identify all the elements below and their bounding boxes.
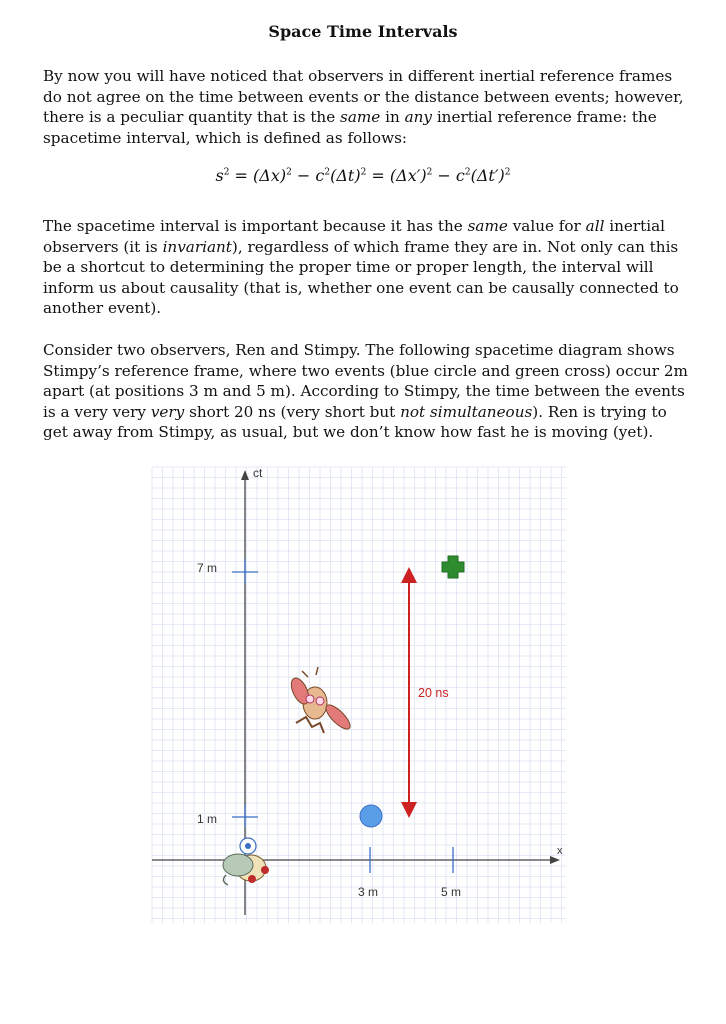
intro-paragraph: By now you will have noticed that observers in different inertial reference frames do not agree on the time between events or the distance between events; however, there is a peculiar quantity that is the same in any inertial reference frame: the spacetime interval, which is defined as follows: [43,67,684,147]
spacetime-diagram [0,455,726,935]
interval-label: 20 ns [418,686,449,700]
invariance-paragraph: The spacetime interval is important because it has the same value for all inertial observers (it is invariant), regardless of which frame they are in. Not only can this be a shortcut to determining the proper time or proper length, the interval will inform us about causality (that is, whether one event can be causally connected to another event). [43,217,679,317]
scenario-paragraph: Consider two observers, Ren and Stimpy. The following spacetime diagram shows Stimpy’s reference frame, where two events (blue circle and green cross) occur 2m apart (at positions 3 m and 5 m). According to Stimpy, the time between the events is a very very very short 20 ns (very short but not simultaneous). Ren is trying to get away from Stimpy, as usual, but we don’t know how fast he is moving (yet). [43,341,688,441]
graph-grid [152,467,566,923]
tick-label-5m: 5 m [441,885,462,899]
tick-label-1m: 1 m [197,812,218,826]
tick-label-3m: 3 m [358,885,379,899]
ct-axis-arrowhead [241,470,249,480]
x-axis-arrowhead [550,856,560,864]
green-cross-event [442,556,464,578]
interval-equation: $s^2 = (\Delta x)^2 - c^2(\Delta t)^2 = (\Delta x')^2 - c^2(\Delta t')^2$ [215,166,511,185]
x-axis-label: x [557,845,563,857]
tick-label-7m: 7 m [197,561,218,575]
page-title: Space Time Intervals [268,22,458,41]
blue-circle-event [360,805,382,827]
ct-axis-label: ct [253,466,263,480]
